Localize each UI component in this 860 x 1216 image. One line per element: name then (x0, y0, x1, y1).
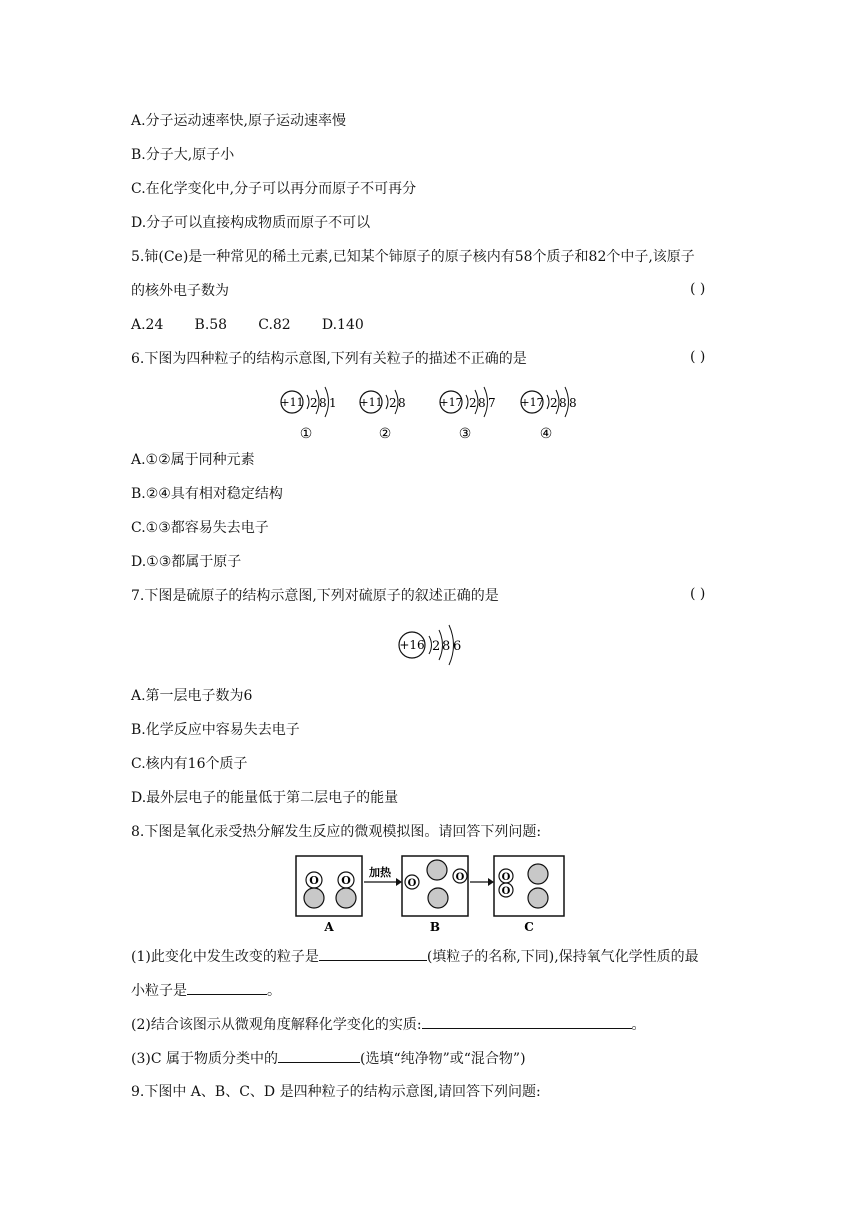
atom-2-shell-2: 8 (398, 396, 406, 410)
q5-stem-line1: 5.铈(Ce)是一种常见的稀土元素,已知某个铈原子的原子核内有58个质子和82个中子,该原子 (131, 249, 695, 265)
q8-part2-text: (2)结合该图示从微观角度解释化学变化的实质: (131, 1017, 422, 1033)
q7-stem: 7.下图是硫原子的结构示意图,下列对硫原子的叙述正确的是 (131, 588, 499, 604)
box-b-atom-o-2: O (455, 872, 465, 883)
atom-4-nucleus: +17 (520, 396, 544, 409)
q6-atom-diagrams (270, 380, 600, 444)
q8-part2 (131, 1014, 646, 1035)
atom-4-label: ④ (539, 426, 553, 442)
box-c-label: C (524, 920, 534, 934)
q8-reaction-diagram (292, 852, 572, 936)
atom-1-label: ① (299, 426, 313, 442)
q8-part3-text-a: (3)C 属于物质分类中的 (131, 1051, 278, 1067)
box-a-atom-o-2: O (341, 874, 351, 887)
q6-option-c: C.①③都容易失去电子 (131, 520, 269, 536)
atom-2-shell-1: 2 (389, 396, 397, 410)
atom-1-shell-2: 8 (319, 396, 327, 410)
q8-part1-end: 。 (267, 983, 281, 999)
q4-option-c: C.在化学变化中,分子可以再分而原子不可再分 (131, 181, 417, 197)
q8-blank-3[interactable] (422, 1014, 632, 1029)
q7-option-c: C.核内有16个质子 (131, 756, 248, 772)
q4-option-d: D.分子可以直接构成物质而原子不可以 (131, 215, 371, 231)
q7-option-d: D.最外层电子的能量低于第二层电子的能量 (131, 790, 399, 806)
q6-option-d: D.①③都属于原子 (131, 554, 242, 570)
atom-2-label: ② (378, 426, 392, 442)
q4-option-b: B.分子大,原子小 (131, 147, 235, 163)
q8-part1-text-b: (填粒子的名称,下同),保持氧气化学性质的最 (426, 949, 699, 965)
q8-part1-text-c: 小粒子是 (131, 983, 187, 999)
q6-option-b: B.②④具有相对稳定结构 (131, 486, 283, 502)
q7-option-a: A.第一层电子数为6 (131, 688, 253, 704)
atom-diagram-4 (520, 387, 576, 442)
atom-1-shell-3: 1 (329, 396, 337, 410)
atom-diagram-2 (359, 390, 405, 442)
q7-answer-paren: ( ) (690, 586, 706, 602)
atom-4-shell-3: 8 (569, 396, 577, 410)
box-c-atom-o-1: O (501, 872, 511, 883)
q7-option-b: B.化学反应中容易失去电子 (131, 722, 300, 738)
box-b-atom-o-1: O (407, 878, 417, 889)
heat-label: 加热 (369, 866, 391, 879)
q6-answer-paren: ( ) (690, 349, 706, 365)
q8-part1-text-a: (1)此变化中发生改变的粒子是 (131, 949, 319, 965)
box-a-label: A (324, 920, 334, 934)
atom-3-shell-3: 7 (488, 396, 496, 410)
box-c-atom-o-2: O (501, 886, 511, 897)
atom-1-shell-1: 2 (310, 396, 318, 410)
q6-stem: 6.下图为四种粒子的结构示意图,下列有关粒子的描述不正确的是 (131, 351, 527, 367)
q5-answer-paren: ( ) (690, 281, 706, 297)
q9-stem: 9.下图中 A、B、C、D 是四种粒子的结构示意图,请回答下列问题: (131, 1084, 541, 1100)
q6-option-a: A.①②属于同种元素 (131, 452, 255, 468)
q8-blank-1[interactable] (319, 946, 427, 961)
q8-part3 (131, 1048, 526, 1069)
sulfur-shell-2: 8 (442, 639, 451, 654)
atom-diagram-1 (280, 387, 336, 442)
box-b-label: B (429, 920, 441, 934)
sulfur-shell-3: 6 (453, 639, 462, 654)
q4-option-a: A.分子运动速率快,原子运动速率慢 (131, 113, 347, 129)
atom-1-nucleus: +11 (280, 396, 304, 409)
q8-blank-4[interactable] (278, 1048, 360, 1063)
atom-4-shell-2: 8 (559, 396, 567, 410)
atom-3-nucleus: +17 (439, 396, 463, 409)
q8-part2-end: 。 (631, 1017, 646, 1033)
q8-stem: 8.下图是氧化汞受热分解发生反应的微观模拟图。请回答下列问题: (131, 824, 542, 840)
sulfur-shell-1: 2 (432, 639, 441, 654)
atom-diagram-3 (439, 387, 495, 442)
atom-2-nucleus: +11 (359, 396, 383, 409)
q8-part1-line1 (131, 946, 699, 967)
atom-3-label: ③ (458, 426, 472, 442)
box-a-atom-o-1: O (309, 874, 319, 887)
atom-4-shell-1: 2 (550, 396, 558, 410)
q5-stem-line2: 的核外电子数为 (131, 283, 229, 299)
atom-3-shell-1: 2 (469, 396, 477, 410)
q8-blank-2[interactable] (187, 980, 267, 995)
q5-options: A.24 B.58 C.82 D.140 (131, 317, 364, 333)
atom-3-shell-2: 8 (478, 396, 486, 410)
sulfur-nucleus: +16 (399, 638, 425, 652)
q8-part1-line2 (131, 980, 281, 1001)
q8-part3-text-b: (选填“纯净物”或“混合物”) (360, 1051, 526, 1067)
q7-sulfur-diagram (392, 618, 472, 672)
